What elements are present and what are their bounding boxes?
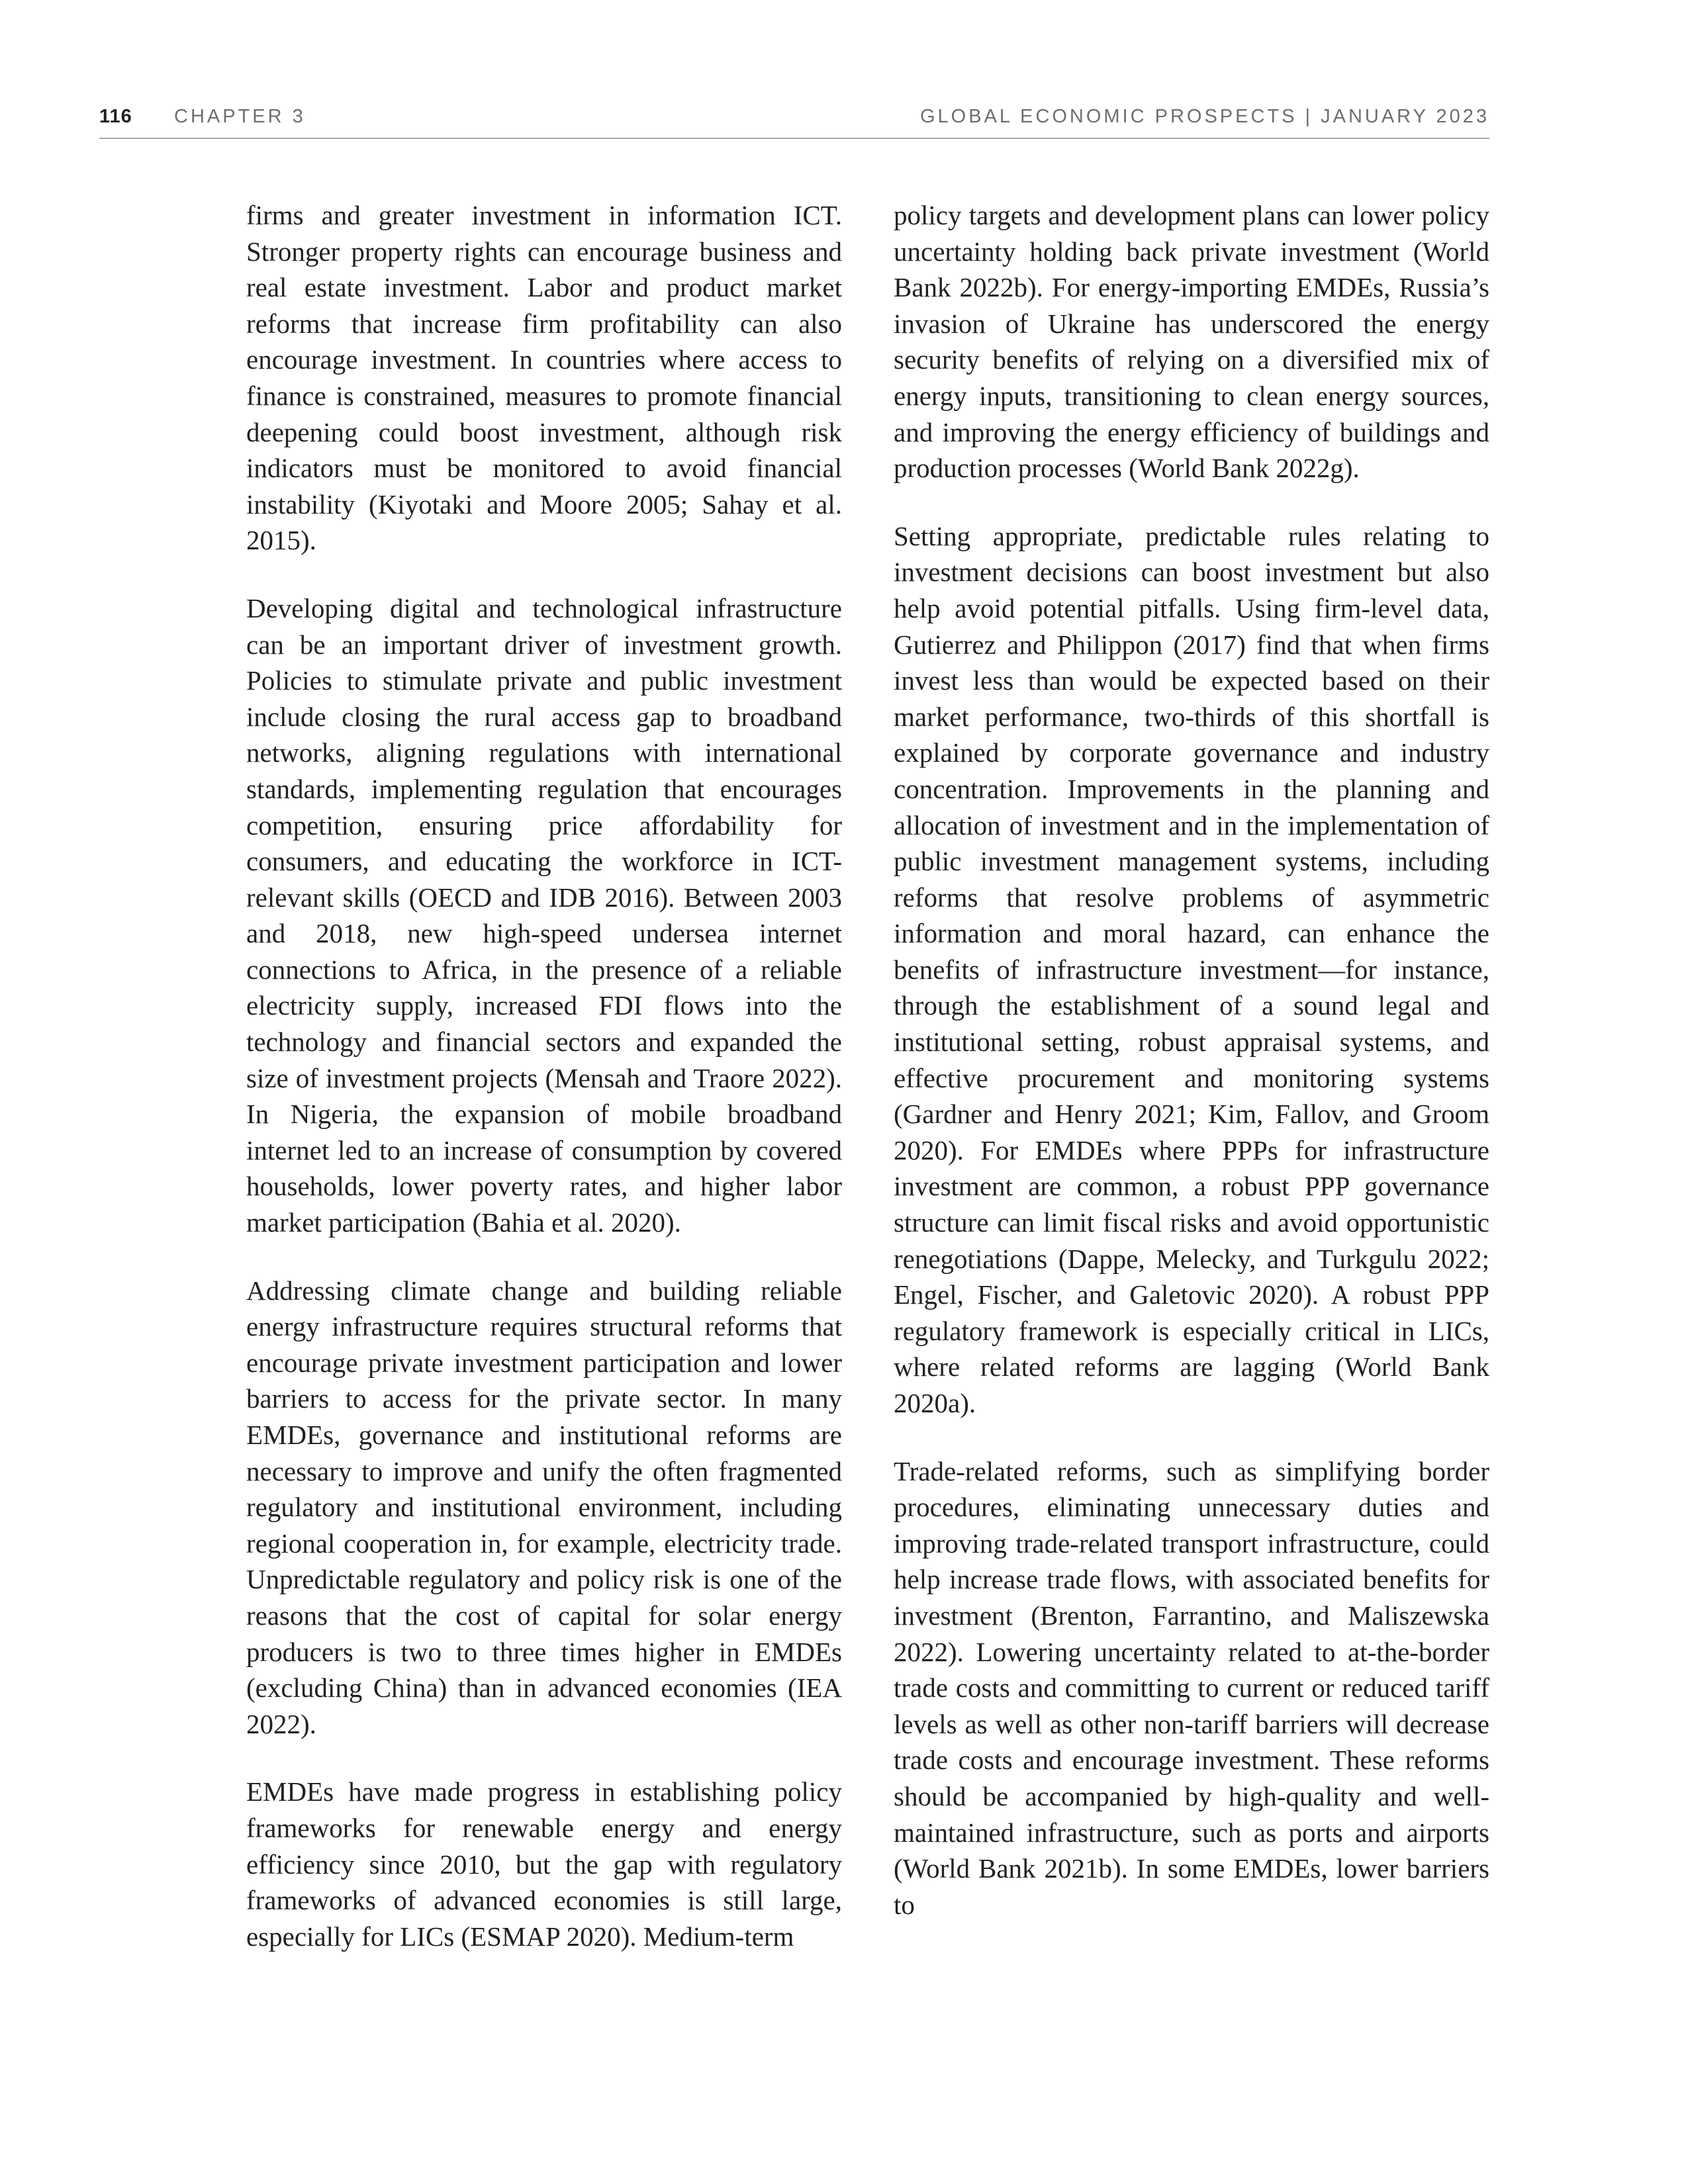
body-paragraph: policy targets and development plans can lower policy uncertainty holding back private investment (World Bank 2022b). For energy-importing EMDEs, Russia’s invasion of Ukraine has underscored the energy security benefits of relying on a diversified mix of energy inputs, transitioning to clean energy sources, and improving the energy efficiency of buildings and production processes (World Bank 2022g). — [894, 200, 1489, 484]
chapter-label: CHAPTER 3 — [174, 106, 306, 127]
body-paragraph: EMDEs have made progress in establishing policy frameworks for renewable energy and energy efficiency since 2010, but the gap with regulatory frameworks of advanced economies is still large, especially for LICs (ESMAP 2020). Medium-term — [246, 1776, 842, 1952]
body-paragraph: Developing digital and technological infrastructure can be an important driver of investment growth. Policies to stimulate private and public investment include closing the rural access gap to broadband networks, aligning regulations with international standards, implementing regulation that encourages competition, ensuring price affordability for consumers, and educating the workforce in ICT-relevant skills (OECD and IDB 2016). Between 2003 and 2018, new high-speed undersea internet connections to Africa, in the presence of a reliable electricity supply, increased FDI flows into the technology and financial sectors and expanded the size of investment projects (Mensah and Traore 2022). In Nigeria, the expansion of mobile broadband internet led to an increase of consumption by covered households, lower poverty rates, and higher labor market participation (Bahia et al. 2020). — [246, 592, 842, 1238]
right-column — [894, 197, 1489, 1954]
running-header — [99, 106, 1489, 132]
header-divider — [99, 138, 1489, 139]
publication-title: GLOBAL ECONOMIC PROSPECTS | JANUARY 2023 — [920, 106, 1489, 127]
page-number: 116 — [99, 106, 132, 127]
body-paragraph: Addressing climate change and building reliable energy infrastructure requires structural reforms that encourage private investment participation and lower barriers to access for the private sector. In many EMDEs, governance and institutional reforms are necessary to improve and unify the often fragmented regulatory and institutional environment, including regional cooperation in, for example, electricity trade. Unpredictable regulatory and policy risk is one of the reasons that the cost of capital for solar energy producers is two to three times higher in EMDEs (excluding China) than in advanced economies (IEA 2022). — [246, 1275, 842, 1739]
body-paragraph: Trade-related reforms, such as simplifying border procedures, eliminating unnecessary duties and improving trade-related transport infrastructure, could help increase trade flows, with associated benefits for investment (Brenton, Farrantino, and Maliszewska 2022). Lowering uncertainty related to at-the-border trade costs and committing to current or reduced tariff levels as well as other non-tariff barriers will decrease trade costs and encourage investment. These reforms should be accompanied by high-quality and well-maintained infrastructure, such as ports and airports (World Bank 2021b). In some EMDEs, lower barriers to — [894, 1455, 1489, 1920]
body-paragraph: firms and greater investment in information ICT. Stronger property rights can encourage business and real estate investment. Labor and product market reforms that increase firm profitability can also encourage investment. In countries where access to finance is constrained, measures to promote financial deepening could boost investment, although risk indicators must be monitored to avoid financial instability (Kiyotaki and Moore 2005; Sahay et al. 2015). — [246, 200, 842, 556]
body-paragraph: Setting appropriate, predictable rules relating to investment decisions can boost investment but also help avoid potential pitfalls. Using firm-level data, Gutierrez and Philippon (2017) find that when firms invest less than would be expected based on their market performance, two-thirds of this shortfall is explained by corporate governance and industry concentration. Improvements in the planning and allocation of investment and in the implementation of public investment management systems, including reforms that resolve problems of asymmetric information and moral hazard, can enhance the benefits of infrastructure investment—for instance, through the establishment of a sound legal and institutional setting, robust appraisal systems, and effective procurement and monitoring systems (Gardner and Henry 2021; Kim, Fallov, and Groom 2020). For EMDEs where PPPs for infrastructure investment are common, a robust PPP governance structure can limit fiscal risks and avoid opportunistic renegotiations (Dappe, Melecky, and Turkgulu 2022; Engel, Fischer, and Galetovic 2020). A robust PPP regulatory framework is especially critical in LICs, where related reforms are lagging (World Bank 2020a). — [894, 520, 1489, 1418]
left-column — [246, 197, 842, 1986]
